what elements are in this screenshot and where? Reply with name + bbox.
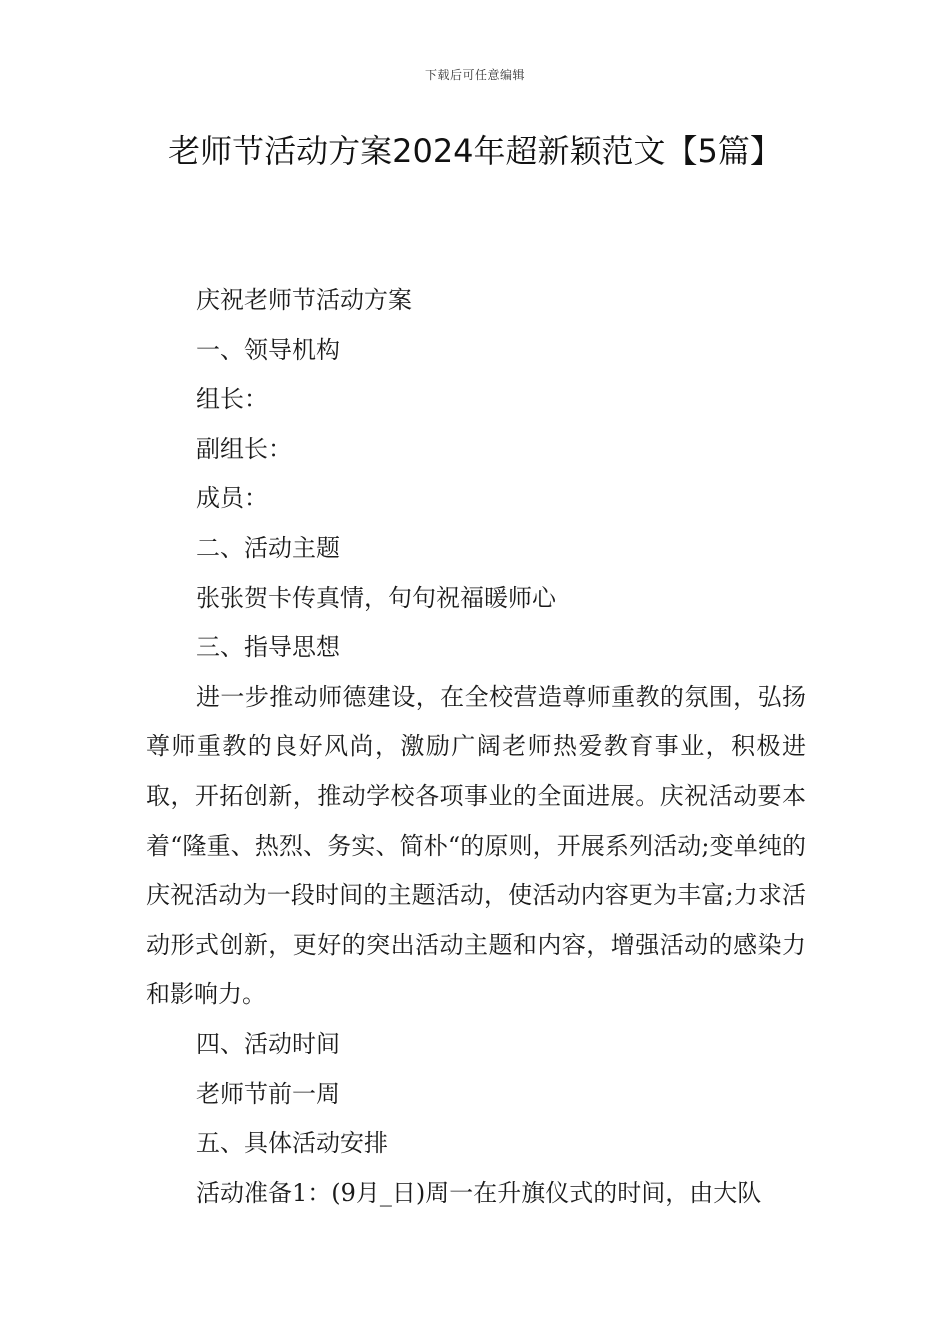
- paragraph-guiding-idea: 进一步推动师德建设，在全校营造尊师重教的氛围，弘扬尊师重教的良好风尚，激励广阔老师热爱教育事业，积极进取，开拓创新，推动学校各项事业的全面进展。庆祝活动要本着“隆重、热烈、务实、简朴“的原则，开展系列活动;变单纯的庆祝活动为一段时间的主题活动，使活动内容更为丰富;力求活动形式创新，更好的突出活动主题和内容，增强活动的感染力和影响力。: [146, 682, 806, 1009]
- paragraph-leader: 组长：: [196, 385, 268, 414]
- paragraph-arrangement-1: 活动准备1：(9月_日)周一在升旗仪式的时间，由大队: [196, 1178, 762, 1207]
- heading-time: 四、活动时间: [196, 1029, 340, 1058]
- document-body: [146, 276, 806, 1218]
- heading-theme: 二、活动主题: [196, 533, 340, 562]
- document-title: 老师节活动方案2024年超新颖范文【5篇】: [168, 132, 782, 170]
- heading-leadership: 一、领导机构: [196, 335, 340, 364]
- heading-guiding-idea: 三、指导思想: [196, 633, 340, 662]
- paragraph-subtitle: 庆祝老师节活动方案: [196, 286, 412, 314]
- paragraph-members: 成员：: [196, 484, 268, 513]
- paragraph-deputy-leader: 副组长：: [196, 434, 292, 463]
- heading-arrangements: 五、具体活动安排: [196, 1129, 388, 1158]
- paragraph-theme: 张张贺卡传真情，句句祝福暖师心: [196, 583, 556, 612]
- paragraph-time: 老师节前一周: [196, 1079, 340, 1108]
- header-note: 下载后可任意编辑: [424, 68, 525, 82]
